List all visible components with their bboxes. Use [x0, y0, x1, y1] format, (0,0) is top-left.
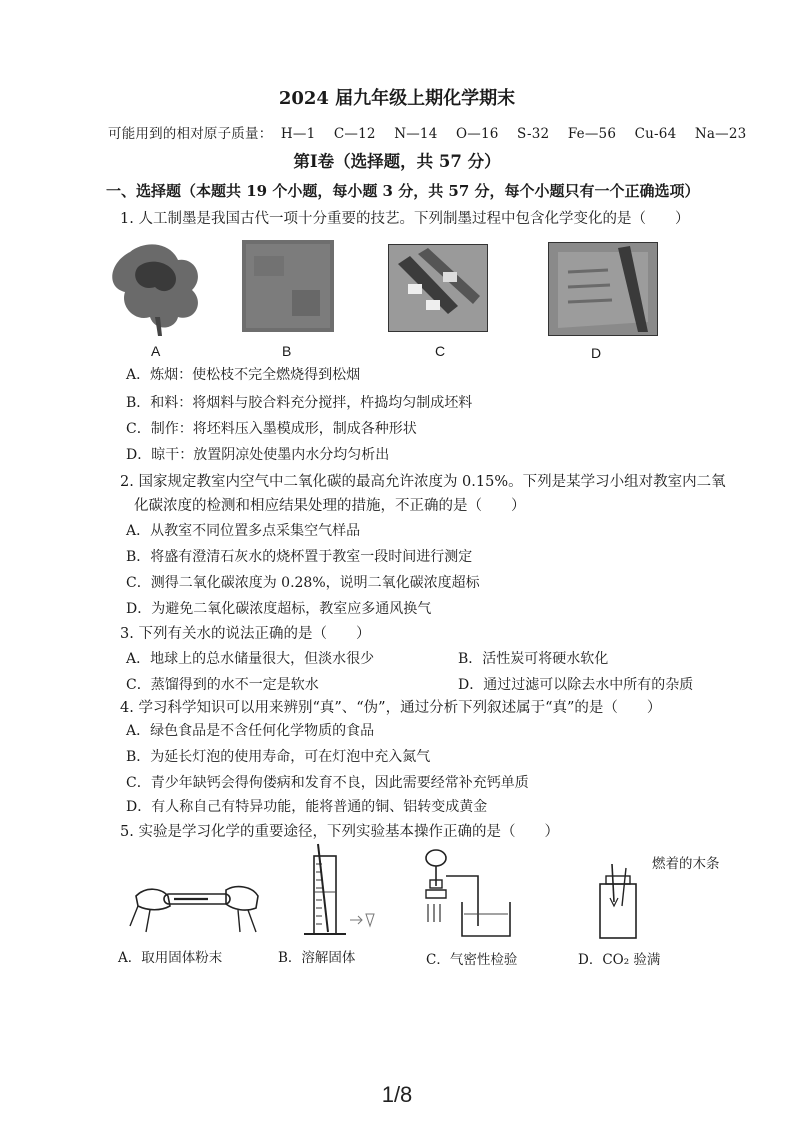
question-2-stem-line2: 化碳浓度的检测和相应结果处理的措施，不正确的是（ ） — [134, 498, 526, 514]
image-label-b: B — [282, 343, 292, 359]
atomic-mass-item: O—16 — [455, 126, 499, 142]
question-2-option-a: A．从教室不同位置多点采集空气样品 — [126, 523, 361, 539]
question-4-option-a: A．绿色食品是不含任何化学物质的食品 — [126, 723, 375, 739]
atomic-mass-item: S-32 — [517, 126, 550, 142]
question-1-option-b: B．和料：将烟料与胶合料充分搅拌，杵捣均匀制成坯料 — [126, 395, 473, 411]
atomic-mass-item: N—14 — [394, 126, 438, 142]
question-1-option-d: D．晾干：放置阴凉处使墨内水分均匀析出 — [126, 447, 390, 463]
figure-take-powder — [126, 866, 266, 938]
question-2-option-d: D．为避免二氧化碳浓度超标，教室应多通风换气 — [126, 601, 432, 617]
question-5-option-d: D．CO₂ 验满 — [578, 952, 661, 968]
image-label-c: C — [435, 343, 446, 359]
question-3-option-a: A．地球上的总水储量很大，但淡水很少 — [126, 651, 375, 667]
section-title: 一、选择题（本题共 19 个小题，每小题 3 分，共 57 分，每个小题只有一个正确选项） — [106, 182, 700, 200]
exam-title: 2024 届九年级上期化学期末 — [278, 88, 516, 109]
atomic-masses-line — [108, 122, 760, 142]
figure-dissolve-solid — [298, 842, 380, 942]
atomic-mass-item: Fe—56 — [567, 126, 617, 142]
question-4-option-d: D．有人称自己有特异功能，能将普通的铜、铝转变成黄金 — [126, 799, 488, 815]
question-5-stem: 5. 实验是学习化学的重要途径，下列实验基本操作正确的是（ ） — [120, 824, 559, 840]
question-1-stem: 1. 人工制墨是我国古代一项十分重要的技艺。下列制墨过程中包含化学变化的是（ ） — [120, 211, 690, 227]
atomic-masses-label: 可能用到的相对原子质量： — [108, 126, 273, 142]
photo-ink-drying — [548, 242, 658, 336]
atomic-mass-item: C—12 — [333, 126, 376, 142]
question-3-option-d: D．通过过滤可以除去水中所有的杂质 — [458, 677, 694, 693]
part-title: 第Ⅰ卷（选择题，共 57 分） — [293, 152, 501, 171]
atomic-mass-item: H—1 — [280, 126, 316, 142]
question-4-stem: 4. 学习科学知识可以用来辨别“真”、“伪”，通过分析下列叙述属于“真”的是（ ） — [120, 700, 662, 716]
question-1-option-a: A．炼烟：使松枝不完全燃烧得到松烟 — [126, 367, 361, 383]
atomic-mass-item: Cu-64 — [634, 126, 677, 142]
image-label-d: D — [591, 345, 602, 361]
page-number: 1/8 — [381, 1082, 413, 1107]
question-3-option-b: B．活性炭可将硬水软化 — [458, 651, 609, 667]
question-4-option-b: B．为延长灯泡的使用寿命，可在灯泡中充入氮气 — [126, 749, 431, 765]
photo-ink-molding — [388, 244, 488, 332]
question-3-option-c: C．蒸馏得到的水不一定是软水 — [126, 677, 319, 693]
question-5-option-c: C．气密性检验 — [426, 952, 518, 968]
atomic-mass-item: Na—23 — [694, 126, 747, 142]
question-1-option-c: C．制作：将坯料压入墨模成形，制成各种形状 — [126, 421, 417, 437]
photo-ink-material — [242, 240, 334, 332]
question-2-stem-line1: 2. 国家规定教室内空气中二氧化碳的最高允许浓度为 0.15%。下列是某学习小组对教室内二氧 — [120, 474, 726, 490]
question-5-option-b: B．溶解固体 — [278, 950, 356, 966]
question-4-option-c: C．青少年缺钙会得佝偻病和发育不良，因此需要经常补充钙单质 — [126, 775, 529, 791]
photo-pine-smoke — [100, 232, 210, 337]
figure-d-note: 燃着的木条 — [652, 856, 720, 872]
figure-airtightness-test — [418, 846, 518, 942]
question-2-option-b: B．将盛有澄清石灰水的烧杯置于教室一段时间进行测定 — [126, 549, 473, 565]
question-3-stem: 3. 下列有关水的说法正确的是（ ） — [120, 626, 371, 642]
figure-co2-full-test — [592, 862, 648, 942]
question-2-option-c: C．测得二氧化碳浓度为 0.28%，说明二氧化碳浓度超标 — [126, 575, 480, 591]
question-5-option-a: A．取用固体粉末 — [118, 950, 223, 966]
image-label-a: A — [151, 343, 161, 359]
